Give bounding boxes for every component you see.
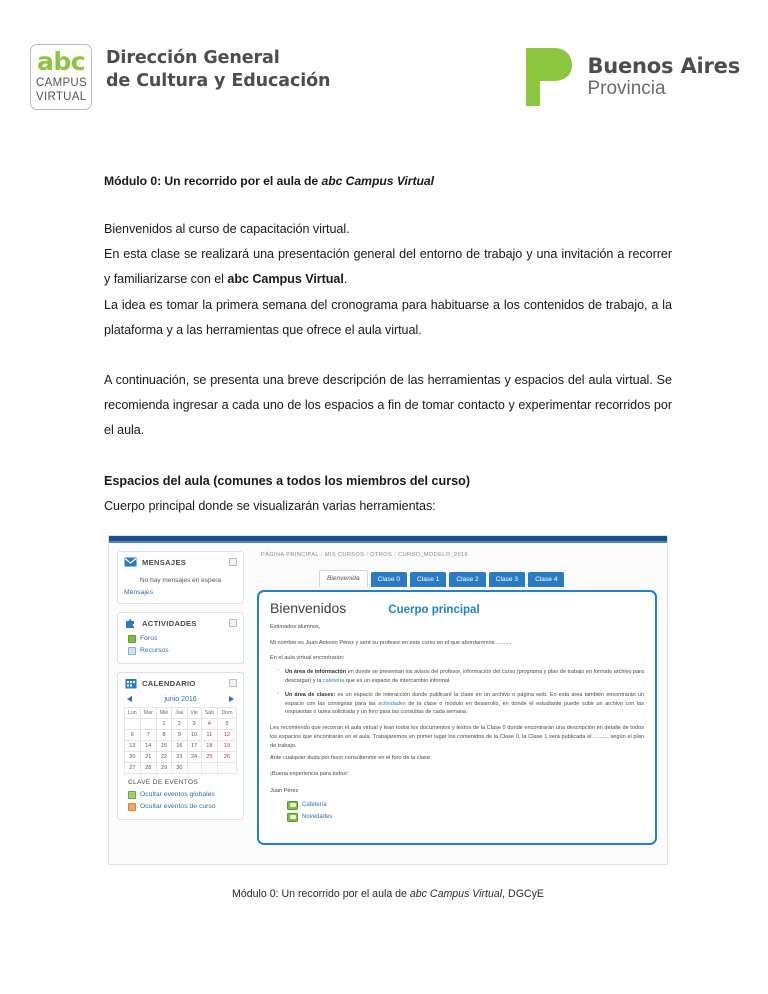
- calendar-day-cell[interactable]: 30: [172, 762, 187, 773]
- tab-clase-3[interactable]: Clase 3: [489, 572, 525, 587]
- bullet-2-text-a: es un espacio de interacción donde publicaré la clase en un archivo o página web. En esta área también encontrarán un espacio con las consignas para las: [285, 691, 645, 707]
- panel-signature: Juan Pérez: [270, 787, 299, 794]
- dgcye-title-line2: de Cultura y Educación: [106, 71, 331, 92]
- breadcrumb-item-pagina-principal[interactable]: PÁGINA PRINCIPAL: [261, 551, 319, 558]
- moodle-top-bar: [109, 536, 667, 543]
- calendar-day-cell[interactable]: 26: [218, 751, 237, 762]
- intro-p2-b: .: [343, 272, 348, 287]
- section-lead-text: Cuerpo principal donde se visualizarán varias herramientas:: [104, 498, 436, 513]
- forum-icon: [287, 813, 298, 822]
- breadcrumb-separator: /: [394, 551, 397, 558]
- clave-item-curso[interactable]: [124, 801, 237, 813]
- course-tabs: [319, 570, 657, 587]
- panel-greeting: Estimados alumnos,: [270, 623, 321, 630]
- bullet-2-bold: Un área de clases:: [285, 691, 336, 698]
- calendar-day-cell[interactable]: 10: [187, 729, 201, 740]
- clave-label: Ocultar eventos de curso: [140, 803, 216, 811]
- dock-block-icon[interactable]: [229, 558, 237, 566]
- calendar-day-cell[interactable]: [218, 762, 237, 773]
- calendar-nav: [124, 693, 237, 707]
- calendar-day-cell[interactable]: 11: [201, 729, 218, 740]
- abc-campus-virtual-logo: [30, 44, 330, 110]
- calendar-day-cell[interactable]: 12: [218, 729, 237, 740]
- footer-suffix: , DGCyE: [502, 887, 544, 900]
- forum-link-novedades[interactable]: [287, 813, 644, 822]
- calendar-day-cell[interactable]: 4: [201, 718, 218, 729]
- spacer: [104, 444, 672, 469]
- dgcye-title: [106, 44, 330, 94]
- clave-de-eventos-title: CLAVE DE EVENTOS: [128, 778, 199, 786]
- calendar-day-cell[interactable]: 28: [140, 762, 156, 773]
- envelope-icon: [124, 557, 137, 568]
- welcome-panel: [257, 590, 657, 845]
- intro-p2-a: En esta clase se realizará una presentación general del entorno de trabajo y una invitación a recorrer y familiarizarse con el: [104, 247, 672, 287]
- tab-bienvenida[interactable]: Bienvenida: [319, 570, 368, 587]
- document-body: [0, 174, 768, 900]
- spacer: [104, 188, 672, 217]
- panel-bullet-list: [270, 668, 644, 718]
- intro-paragraph-3: La idea es tomar la primera semana del cronograma para habituarse a los contenidos de trabajo, a la plataforma y a las herramientas que ofrece el aula virtual.: [104, 297, 672, 337]
- calendar-next-icon[interactable]: [229, 696, 234, 702]
- calendar-day-cell[interactable]: 18: [201, 740, 218, 751]
- forum-link-cafeteria[interactable]: [287, 801, 644, 810]
- actividad-label: Foros: [140, 635, 158, 643]
- forum-link-label: Cafetería: [302, 802, 327, 809]
- panel-closing-1: Les recomiendo que recorran el aula virtual y lean todos los documentos y textos de la Clase 0 donde encontrarán una descripción en detalle de todos los espacios que encontrarán en el aula. Trabajaremos en primer lugar los contenidos de la Clase 0, la Clase 1 será publicada el .......... según el plan de trabajo.: [270, 725, 644, 749]
- calendar-week-row: [125, 762, 237, 773]
- calendar-day-header: Mar: [140, 707, 156, 718]
- actividad-label: Recursos: [140, 647, 169, 655]
- mensajes-empty-note: No hay mensajes en espera: [140, 576, 221, 584]
- abc-logo-virtual-text: VIRTUAL: [36, 90, 87, 103]
- page-header: [0, 0, 768, 140]
- panel-closing-3: ¡Buena experiencia para todos!: [270, 771, 348, 777]
- calendar-day-cell[interactable]: 15: [156, 740, 171, 751]
- calendar-day-cell[interactable]: 5: [218, 718, 237, 729]
- document-title: [104, 174, 672, 188]
- annotation-cuerpo-principal: Cuerpo principal: [388, 603, 480, 616]
- breadcrumb: [257, 550, 657, 558]
- course-event-icon: [128, 803, 136, 811]
- bullet-1-bold: Un área de información: [285, 668, 347, 675]
- moodle-sidebar: [109, 543, 251, 865]
- panel-list-lead: En el aula virtual encontrarán:: [270, 655, 345, 662]
- calendar-day-cell[interactable]: [125, 718, 141, 729]
- calendar-grid: [124, 707, 237, 774]
- calendar-day-cell[interactable]: 23: [172, 751, 187, 762]
- breadcrumb-separator: /: [320, 551, 323, 558]
- calendar-day-cell[interactable]: [187, 762, 201, 773]
- calendar-month-label: junio 2016: [164, 695, 197, 703]
- calendar-day-cell[interactable]: 1: [156, 718, 171, 729]
- calendar-prev-icon[interactable]: [127, 696, 132, 702]
- abc-logo-campus-text: CAMPUS: [36, 77, 88, 89]
- breadcrumb-item-curso-modelo[interactable]: CURSO_MODELO_2016: [398, 551, 469, 558]
- calendar-day-cell[interactable]: 13: [125, 740, 141, 751]
- panel-title-bienvenidos: Bienvenidos: [270, 599, 347, 616]
- calendar-day-header: Dom: [218, 707, 237, 718]
- activities-puzzle-icon: [124, 618, 137, 629]
- block-calendario-header: [124, 678, 237, 689]
- block-mensajes-title: MENSAJES: [142, 557, 187, 567]
- calendar-day-header: Sáb: [201, 707, 218, 718]
- global-event-icon: [128, 791, 136, 799]
- block-actividades-header: [124, 618, 237, 629]
- footer-prefix: Módulo 0: Un recorrido por el aula de: [232, 887, 410, 900]
- buenos-aires-wordmark: [587, 55, 740, 100]
- forum-icon: [128, 635, 136, 643]
- page-footer: [104, 888, 672, 900]
- calendar-day-header: Mié: [156, 707, 171, 718]
- forum-icon: [287, 801, 298, 810]
- bullet-1-text-a: en donde se presentan los avisos del profesor, información del curso (programa y plan de trabajo en formato archivo para descargar) y la: [285, 668, 644, 684]
- calendar-day-cell[interactable]: 19: [218, 740, 237, 751]
- actividad-item-recursos[interactable]: [124, 645, 237, 657]
- bullet-2-link-actividades[interactable]: actividades: [378, 700, 406, 707]
- moodle-layout: [109, 543, 667, 865]
- footer-italic: abc Campus Virtual: [409, 887, 503, 900]
- calendar-day-cell[interactable]: 29: [156, 762, 171, 773]
- tab-clase-4[interactable]: Clase 4: [528, 572, 564, 587]
- document-title-prefix: Módulo 0: Un recorrido por el aula de: [104, 174, 322, 188]
- mensajes-link[interactable]: Mensajes: [124, 588, 154, 596]
- calendar-day-cell[interactable]: 2: [172, 718, 187, 729]
- clave-item-globales[interactable]: [124, 789, 237, 801]
- calendar-day-header: Vie: [187, 707, 201, 718]
- bullet-2-text-b: de la clase o módulo en desarrollo, en donde el estudiante puede subir un archivo con las respuestas o tarea solicitada y un foro para las consultas de cada semana.: [285, 700, 644, 716]
- dgcye-title-line1: Dirección General: [106, 48, 280, 68]
- calendar-day-cell[interactable]: 22: [156, 751, 171, 762]
- calendar-day-header: Jue: [172, 707, 187, 718]
- calendar-day-cell[interactable]: 27: [125, 762, 141, 773]
- calendar-header-row: [125, 707, 237, 718]
- calendar-week-row: [125, 740, 237, 751]
- calendar-day-header: Lun: [125, 707, 141, 718]
- abc-logo-badge: [30, 44, 92, 110]
- buenos-aires-flag-icon: [520, 46, 574, 108]
- panel-closing-2: Ante cualquier duda por favor consúltenme en el foro de la clase.: [270, 755, 432, 762]
- block-calendario: [117, 672, 244, 820]
- clave-label: Ocultar eventos globales: [140, 791, 215, 799]
- block-actividades-title: ACTIVIDADES: [142, 618, 197, 628]
- breadcrumb-item-mis-cursos[interactable]: MIS CURSOS: [324, 551, 365, 558]
- intro-paragraph-2: [104, 242, 672, 292]
- buenos-aires-provincia-logo: [520, 44, 740, 108]
- document-title-italic: abc Campus Virtual: [321, 174, 434, 188]
- intro-p2-bold: abc Campus Virtual: [227, 272, 344, 287]
- calendar-day-cell[interactable]: 21: [140, 751, 156, 762]
- section-heading-espacios: Espacios del aula (comunes a todos los miembros del curso): [104, 473, 471, 488]
- tab-clase-1[interactable]: Clase 1: [410, 572, 446, 587]
- actividad-item-foros[interactable]: [124, 633, 237, 645]
- dock-block-icon[interactable]: [229, 619, 237, 627]
- moodle-screenshot-figure: [108, 535, 668, 865]
- intro-paragraph-4: A continuación, se presenta una breve descripción de las herramientas y espacios del aula virtual. Se recomienda ingresar a cada uno de los espacios a fin de tomar contacto y experimentar recorridos por el aula.: [104, 372, 672, 438]
- calendar-day-cell[interactable]: 25: [201, 751, 218, 762]
- calendar-day-cell[interactable]: [201, 762, 218, 773]
- bullet-1-text-b: que es un espacio de intercambio informal.: [344, 677, 451, 684]
- calendar-day-cell[interactable]: 8: [156, 729, 171, 740]
- breadcrumb-item-otros[interactable]: OTROS: [370, 551, 393, 558]
- calendar-week-row: [125, 718, 237, 729]
- ba-line2: Provincia: [587, 77, 666, 99]
- bullet-1-link-cafeteria[interactable]: cafetería: [322, 677, 345, 684]
- abc-logo-wordmark: abc: [36, 47, 86, 76]
- calendar-day-cell[interactable]: 6: [125, 729, 141, 740]
- calendar-day-cell[interactable]: 24: [187, 751, 201, 762]
- calendar-day-cell[interactable]: 9: [172, 729, 187, 740]
- panel-header-row: [270, 600, 644, 616]
- tab-clase-2[interactable]: Clase 2: [449, 572, 485, 587]
- resource-icon: [128, 647, 136, 655]
- calendar-icon: [124, 678, 137, 689]
- spacer: [104, 343, 672, 368]
- block-calendario-title: CALENDARIO: [142, 678, 196, 688]
- breadcrumb-separator: /: [366, 551, 369, 558]
- panel-intro: Mi nombre es Juan Antonio Pérez y seré su profesor en este curso en el que abordaremos ..........: [270, 639, 512, 646]
- ba-line1: Buenos Aires: [587, 53, 740, 78]
- calendar-day-cell[interactable]: 14: [140, 740, 156, 751]
- calendar-week-row: [125, 751, 237, 762]
- calendar-day-cell[interactable]: 16: [172, 740, 187, 751]
- moodle-main-column: [251, 543, 667, 865]
- dock-block-icon[interactable]: [229, 679, 237, 687]
- bullet-area-informacion: [285, 668, 644, 686]
- block-mensajes: [117, 551, 244, 604]
- block-mensajes-header: [124, 557, 237, 568]
- block-actividades: [117, 612, 244, 664]
- calendar-day-cell[interactable]: 17: [187, 740, 201, 751]
- calendar-day-cell[interactable]: 3: [187, 718, 201, 729]
- panel-forum-links: [287, 801, 644, 822]
- calendar-day-cell[interactable]: [140, 718, 156, 729]
- tab-clase-0[interactable]: Clase 0: [371, 572, 407, 587]
- forum-link-label: Novedades: [302, 814, 333, 821]
- calendar-week-row: [125, 729, 237, 740]
- bullet-area-clases: [285, 691, 644, 718]
- calendar-day-cell[interactable]: 20: [125, 751, 141, 762]
- calendar-day-cell[interactable]: 7: [140, 729, 156, 740]
- intro-paragraph-1: Bienvenidos al curso de capacitación virtual.: [104, 222, 350, 236]
